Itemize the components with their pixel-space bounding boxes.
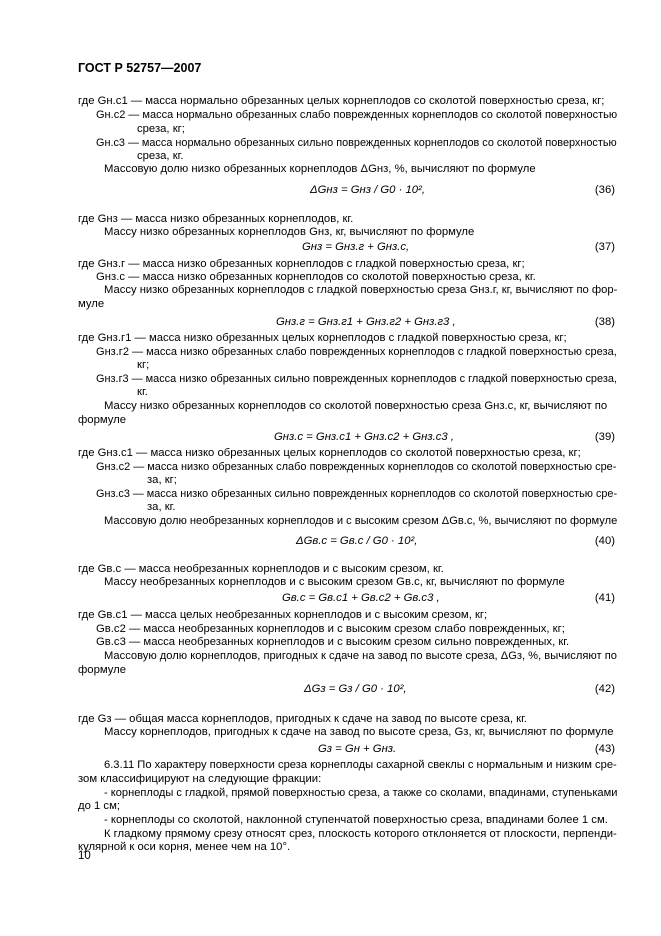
text-line: Gв.с2 — масса необрезанных корнеплодов и с высоким срезом слабо поврежденных, кг; bbox=[96, 623, 565, 635]
text-line: среза, кг. bbox=[137, 150, 184, 162]
equation-number: (38) bbox=[594, 316, 615, 328]
text-line: К гладкому прямому срезу относят срез, плоскость которого отклоняется от плоскости, перпенди- bbox=[104, 828, 617, 840]
equation-number: (41) bbox=[594, 592, 615, 604]
text-line: где Gз — общая масса корнеплодов, пригодных к сдаче на завод по высоте среза, кг. bbox=[78, 713, 527, 725]
text-line: среза, кг; bbox=[137, 123, 185, 135]
equation-38: Gнз.г = Gнз.г1 + Gнз.г2 + Gнз.г3 , bbox=[276, 316, 456, 328]
text-line: зом классифицируют на следующие фракции: bbox=[78, 773, 322, 785]
text-line: Массовую долю корнеплодов, пригодных к сдаче на завод по высоте среза, ΔGз, %, вычисляют по bbox=[104, 650, 617, 662]
text-line: Gнз.г3 — масса низко обрезанных сильно поврежденных корнеплодов с гладкой поверхностью среза, bbox=[96, 373, 617, 385]
text-line: за, кг; bbox=[147, 474, 177, 486]
equation-number: (39) bbox=[594, 431, 615, 443]
text-line: Массу низко обрезанных корнеплодов со сколотой поверхностью среза Gнз.с, кг, вычисляют по bbox=[104, 400, 608, 412]
document-header: ГОСТ Р 52757—2007 bbox=[78, 61, 202, 75]
text-line: Массовую долю необрезанных корнеплодов и с высоким срезом ΔGв.с, %, вычисляют по формуле bbox=[104, 515, 618, 527]
text-line: кг. bbox=[137, 386, 148, 398]
text-line: Gн.с3 — масса нормально обрезанных сильно поврежденных корнеплодов со сколотой поверхностью bbox=[96, 137, 617, 149]
equation-43: Gз = Gн + Gнз. bbox=[318, 743, 397, 755]
text-line: Gв.с3 — масса необрезанных корнеплодов и с высоким срезом сильно поврежденных, кг. bbox=[96, 636, 570, 648]
text-line: Gнз.с2 — масса низко обрезанных слабо поврежденных корнеплодов со сколотой поверхностью сре- bbox=[96, 461, 617, 473]
text-line: формуле bbox=[78, 664, 127, 676]
page-number: 10 bbox=[78, 850, 91, 862]
text-line: кг; bbox=[137, 359, 150, 371]
text-line: где Gв.с1 — масса целых необрезанных корнеплодов и с высоким срезом, кг; bbox=[78, 609, 488, 621]
text-line: Gн.с2 — масса нормально обрезанных слабо поврежденных корнеплодов со сколотой поверхностью bbox=[96, 109, 618, 121]
text-line: формуле bbox=[78, 414, 127, 426]
text-line: где Gнз.г — масса низко обрезанных корнеплодов с гладкой поверхностью среза, кг; bbox=[78, 258, 525, 270]
text-line: Массу корнеплодов, пригодных к сдаче на завод по высоте среза, Gз, кг, вычисляют по формуле bbox=[104, 726, 614, 738]
text-line: где Gнз.с1 — масса низко обрезанных целых корнеплодов со сколотой поверхностью среза, кг; bbox=[78, 447, 581, 459]
equation-42: ΔGз = Gз / G0 · 10², bbox=[304, 683, 407, 695]
equation-39: Gнз.с = Gнз.с1 + Gнз.с2 + Gнз.с3 , bbox=[274, 431, 454, 443]
text-line: - корнеплоды со сколотой, наклонной ступенчатой поверхностью среза, впадинами более 1 см. bbox=[104, 814, 608, 826]
text-line: Массовую долю низко обрезанных корнеплодов ΔGнз, %, вычисляют по формуле bbox=[104, 163, 536, 175]
equation-number: (36) bbox=[594, 184, 615, 196]
text-line: Gнз.г2 — масса низко обрезанных слабо поврежденных корнеплодов с гладкой поверхностью среза, bbox=[96, 346, 617, 358]
text-line: Массу необрезанных корнеплодов и с высоким срезом Gв.с, кг, вычисляют по формуле bbox=[104, 576, 565, 588]
equation-number: (40) bbox=[594, 535, 615, 547]
text-line: - корнеплоды с гладкой, прямой поверхностью среза, а также со сколами, впадинами, ступеньками bbox=[104, 787, 618, 799]
text-line: за, кг. bbox=[147, 501, 176, 513]
equation-37: Gнз = Gнз.г + Gнз.с, bbox=[302, 241, 410, 253]
text-line: муле bbox=[78, 298, 105, 310]
text-line: где Gнз — масса низко обрезанных корнеплодов, кг. bbox=[78, 213, 354, 225]
equation-36: ΔGнз = Gнз / G0 · 10², bbox=[310, 184, 425, 196]
equation-41: Gв.с = Gв.с1 + Gв.с2 + Gв.с3 , bbox=[282, 592, 440, 604]
text-line: Массу низко обрезанных корнеплодов с гладкой поверхностью среза Gнз.г, кг, вычисляют по фор- bbox=[104, 284, 618, 296]
text-line: где Gн.с1 — масса нормально обрезанных целых корнеплодов со сколотой поверхностью среза, кг; bbox=[78, 95, 605, 107]
equation-40: ΔGв.с = Gв.с / G0 · 10², bbox=[296, 535, 418, 547]
equation-number: (37) bbox=[594, 241, 615, 253]
text-line: до 1 см; bbox=[78, 800, 120, 812]
text-line: где Gв.с — масса необрезанных корнеплодов и с высоким срезом, кг. bbox=[78, 563, 444, 575]
text-line: где Gнз.г1 — масса низко обрезанных целых корнеплодов с гладкой поверхностью среза, кг; bbox=[78, 332, 567, 344]
equation-number: (43) bbox=[594, 743, 615, 755]
text-line: Массу низко обрезанных корнеплодов Gнз, кг, вычисляют по формуле bbox=[104, 226, 475, 238]
text-line: 6.3.11 По характеру поверхности среза корнеплоды сахарной свеклы с нормальным и низким сре- bbox=[104, 759, 617, 771]
text-line: Gнз.с3 — масса низко обрезанных сильно поврежденных корнеплодов со сколотой поверхностью сре- bbox=[96, 488, 618, 500]
text-line: кулярной к оси корня, менее чем на 10°. bbox=[78, 841, 291, 853]
equation-number: (42) bbox=[594, 683, 615, 695]
text-line: Gнз.с — масса низко обрезанных корнеплодов со сколотой поверхностью среза, кг. bbox=[96, 271, 536, 283]
